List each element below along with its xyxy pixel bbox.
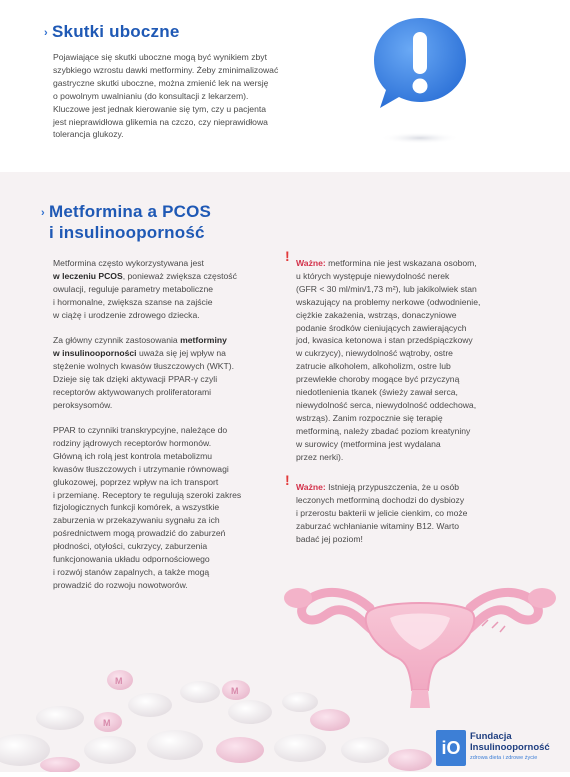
text-line — [296, 257, 536, 270]
text-line: badać jej poziom! — [296, 533, 363, 544]
warning-label: Ważne: — [296, 258, 326, 268]
text-line: tolerancja glukozy. — [53, 129, 124, 140]
warning-kidney-paragraph — [296, 257, 536, 464]
chevron-right-icon: › — [44, 27, 48, 39]
text-line: Metformina często wykorzystywana jest — [53, 258, 204, 268]
text-line: zatrucie alkoholem, alkoholizm, ostre lub — [296, 361, 451, 372]
warning-exclamation-icon: ! — [285, 248, 290, 264]
text-span: Istnieją przypuszczenia, że u osób — [325, 482, 460, 492]
text-line: rodziny jądrowych receptorów hormonów. — [53, 437, 212, 448]
text-line: w ciążę i urodzenie zdrowego dziecka. — [53, 309, 200, 320]
text-line — [296, 481, 536, 494]
logo-line-2: Insulinooporność — [470, 742, 550, 753]
text-line: i przemianę. Receptory te regulują szeroki zakres — [53, 489, 242, 500]
text-line: Kluczowe jest jednak kierowanie się tym, czy u pacjenta — [53, 103, 267, 114]
text-line: metforminą, należy zbadać poziom kreatyniny — [296, 425, 471, 436]
text-line: Dzieje się tak dzięki aktywacji PPAR-γ czyli — [53, 373, 218, 384]
text-line — [53, 347, 283, 360]
text-line: owulacji, reguluje parametry metaboliczne — [53, 283, 214, 294]
text-line — [53, 270, 283, 283]
paragraph-insulin-resistance — [53, 334, 283, 411]
text-line: jest nieprawidłowa glikemia na czczo, czy nieprawidłowa — [53, 116, 268, 127]
section-heading-metformin-pcos — [49, 201, 211, 243]
text-line: fizjologicznych funkcji komórek, a wszystkie — [53, 502, 220, 513]
text-line: receptorów aktywowanych proliferatorami — [53, 386, 212, 397]
text-line: gastryczne skutki uboczne, można zmienić lek na wersję — [53, 77, 269, 88]
bold-text: w insulinooporności — [53, 347, 137, 358]
text-line: niedotlenienia tkanek (świeży zawał serca, — [296, 387, 458, 398]
side-effects-paragraph — [53, 51, 343, 141]
text-line: peroksysomów. — [53, 399, 113, 410]
text-line: prowadzić do rozwoju nowotworów. — [53, 579, 188, 590]
pills-photo — [0, 600, 440, 772]
text-line: glukozowej, poprzez wpływ na ich transport — [53, 476, 219, 487]
text-line: w cukrzycy), niewydolność wątroby, ostre — [296, 348, 453, 359]
paragraph-ppar — [53, 424, 283, 592]
text-span: Za główny czynnik zastosowania — [53, 335, 181, 345]
logo-mark: iO — [436, 730, 466, 766]
exclamation-speech-bubble-icon — [368, 14, 472, 118]
text-line: szybkiego wzrostu dawki metforminy. Żeby zminimalizować — [53, 64, 279, 75]
text-line: Pojawiające się skutki uboczne mogą być wynikiem zbyt — [53, 52, 267, 62]
warning-dysbiosis-paragraph — [296, 481, 536, 546]
text-line: Główną ich rolą jest kontrola metabolizmu — [53, 450, 213, 461]
chevron-right-icon: › — [41, 207, 45, 219]
text-span: metformina nie jest wskazana osobom, — [325, 258, 477, 268]
text-line: niewydolność serca, niewydolność oddechowa, — [296, 399, 477, 410]
heading-line: i insulinooporność — [49, 223, 205, 242]
text-line: przewlekłe choroby mogące być przyczyną — [296, 374, 460, 385]
bold-text: metforminy — [180, 335, 227, 345]
text-line: stężenie wolnych kwasów tłuszczowych (WKT). — [53, 360, 234, 371]
warning-exclamation-icon: ! — [285, 472, 290, 488]
text-line: leczonych metforminą dochodzi do dysbiozy — [296, 494, 465, 505]
text-line: funkcjonowania układu odpornościowego — [53, 554, 210, 565]
pill-letter: M — [103, 718, 111, 728]
text-line: w surowicy (metformina jest wydalana — [296, 438, 441, 449]
bold-text: w leczeniu PCOS — [53, 270, 123, 281]
logo-line-1: Fundacja — [470, 731, 512, 742]
text-line: i przerostu bakterii w jelicie cienkim, co może — [296, 507, 468, 518]
text-line: wskazujący na problemy nerkowe (odwodnienie, — [296, 296, 481, 307]
text-line: kwasów tłuszczowych i utrzymanie równowagi — [53, 463, 229, 474]
text-line: podanie środków cieniujących zawierających — [296, 322, 467, 333]
heading-line: Metformina a PCOS — [49, 202, 212, 221]
paragraph-pcos — [53, 257, 283, 322]
logo-tagline: zdrowa dieta i zdrowe życie — [470, 755, 538, 761]
text-span: , ponieważ zwiększa częstość — [122, 270, 237, 281]
text-line: u których występuje niewydolność nerek — [296, 270, 450, 281]
text-line: PPAR to czynniki transkrypcyjne, należące do — [53, 425, 228, 435]
text-line: przez nerki). — [296, 451, 344, 462]
text-line: jod, kwasica ketonowa i stan przedśpiączkowy — [296, 335, 473, 346]
pill-letter: M — [231, 686, 239, 696]
text-line: wstrząs). Zanim rozpocznie się terapię — [296, 412, 443, 423]
text-line: pośrednictwem mogą prowadzić do zaburzeń — [53, 528, 226, 539]
text-line: zaburzać wchłanianie witaminy B12. Warto — [296, 520, 460, 531]
foundation-logo — [436, 730, 566, 770]
section-heading-side-effects: Skutki uboczne — [52, 22, 180, 41]
text-line: ciężkie zakażenia, wstrząs, donaczyniowe — [296, 309, 457, 320]
text-line: o powolnym uwalnianiu (do konsultacji z lekarzem). — [53, 90, 249, 101]
warning-label: Ważne: — [296, 482, 326, 492]
text-line: płodności, otyłości, cukrzycy, zaburzenia — [53, 541, 208, 552]
text-line: i rozwój stanów zapalnych, a także mogą — [53, 566, 210, 577]
text-line — [53, 334, 283, 347]
text-line: zaburzenia w przekazywaniu sygnału za ich — [53, 515, 220, 526]
text-span: uważa się jej wpływ na — [136, 347, 226, 358]
pill-letter: M — [115, 676, 123, 686]
text-line: i hormonalne, zwiększa szanse na zajście — [53, 296, 213, 307]
text-line: (GFR < 30 ml/min/1,73 m²), lub jakikolwiek stan — [296, 283, 477, 294]
